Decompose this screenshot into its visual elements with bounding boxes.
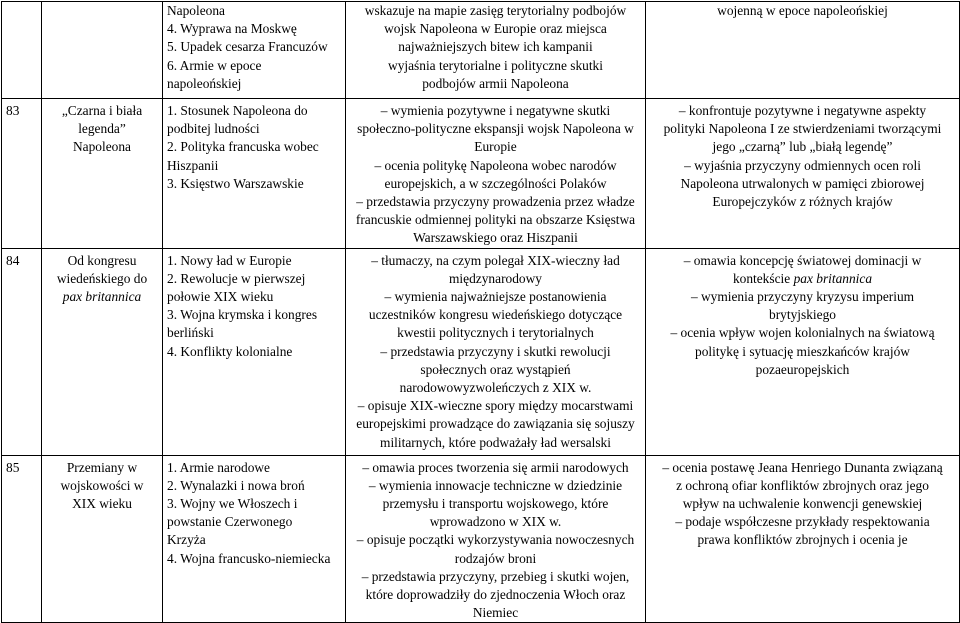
extended-requirements bbox=[646, 2, 960, 99]
basic-requirements bbox=[346, 248, 646, 455]
text-line: wyjaśnia terytorialne i polityczne skutki bbox=[388, 57, 603, 73]
text-line: Hiszpanii bbox=[167, 157, 219, 173]
text-line: Napoleona bbox=[167, 3, 226, 18]
text-line: przemysłu i transportu wojskowego, które bbox=[382, 496, 609, 512]
text-line: Europie bbox=[474, 139, 517, 155]
text-segment: brytyjskiego bbox=[769, 307, 836, 323]
text-line bbox=[650, 270, 955, 288]
topic-line: Od kongresu bbox=[67, 252, 137, 268]
text-line: Warszawskiego oraz Hiszpanii bbox=[413, 230, 578, 246]
text-line: – przedstawia przyczyny i skutki rewolucji bbox=[380, 343, 611, 359]
text-line: – przedstawia przyczyny, przebieg i skutki wojen, bbox=[361, 568, 630, 584]
text-segment: – omawia koncepcję światowej dominacji w bbox=[683, 252, 922, 268]
lesson-number: 83 bbox=[2, 99, 42, 249]
text-line: podbojów armii Napoleona bbox=[422, 75, 569, 91]
extended-requirements bbox=[646, 99, 960, 249]
text-line: 1. Armie narodowe bbox=[167, 459, 271, 475]
lesson-content bbox=[163, 2, 346, 99]
text-line: jego „czarną” lub „białą legendę” bbox=[712, 139, 893, 155]
topic-line: pax britannica bbox=[62, 289, 142, 305]
lesson-content bbox=[163, 455, 346, 623]
text-line bbox=[650, 343, 955, 361]
table-row bbox=[2, 455, 960, 623]
table-row bbox=[2, 99, 960, 249]
text-segment: pozaeuropejskich bbox=[755, 361, 850, 377]
lesson-number: 84 bbox=[2, 248, 42, 455]
text-line: 3. Wojny we Włoszech i bbox=[167, 496, 298, 512]
text-line: 4. Wojna francusko-niemiecka bbox=[167, 550, 331, 566]
lesson-content bbox=[163, 99, 346, 249]
text-line: z ochroną ofiar konfliktów zbrojnych oraz jego bbox=[676, 477, 929, 493]
extended-requirements bbox=[646, 455, 960, 623]
text-line: wojskowości w bbox=[60, 477, 144, 493]
text-line: międzynarodowy bbox=[449, 270, 542, 286]
text-line: wpływ na uchwalenie konwencji genewskiej bbox=[682, 496, 923, 512]
text-line: rodzajów broni bbox=[454, 550, 537, 566]
text-segment: – wymienia przyczyny kryzysu imperium bbox=[690, 289, 915, 305]
text-line bbox=[650, 361, 955, 379]
text-line: europejskich, a w szczególności Polaków bbox=[384, 175, 607, 191]
text-line: – wymienia pozytywne i negatywne skutki bbox=[380, 103, 611, 118]
text-segment: politykę i sytuację mieszkańców krajów bbox=[695, 343, 910, 359]
curriculum-table bbox=[1, 1, 960, 623]
text-line: polityki Napoleona I ze stwierdzeniami tworzącymi bbox=[663, 121, 942, 137]
lesson-topic bbox=[42, 455, 163, 623]
text-line: Krzyża bbox=[167, 532, 206, 548]
basic-requirements bbox=[346, 2, 646, 99]
text-line: – opisuje XIX-wieczne spory między mocarstwami bbox=[357, 398, 634, 414]
text-line: 2. Rewolucje w pierwszej bbox=[167, 270, 306, 286]
text-segment-italic: pax britannica bbox=[793, 270, 873, 286]
text-line: 1. Stosunek Napoleona do bbox=[167, 103, 308, 118]
text-line: Napoleona bbox=[72, 139, 131, 155]
text-line bbox=[650, 324, 955, 342]
text-line: 4. Konflikty kolonialne bbox=[167, 343, 293, 359]
text-line: prawa konfliktów zbrojnych i ocenia je bbox=[697, 532, 908, 548]
text-line: napoleońskiej bbox=[167, 75, 242, 91]
lesson-topic bbox=[42, 99, 163, 249]
text-line: społecznych oraz wystąpień bbox=[420, 361, 571, 377]
text-line: uczestników kongresu wiedeńskiego dotyczące bbox=[368, 307, 623, 323]
text-line: – wymienia innowacje techniczne w dziedzinie bbox=[368, 477, 623, 493]
text-line: połowie XIX wieku bbox=[167, 289, 274, 305]
text-segment: kontekście bbox=[732, 270, 794, 286]
lesson-content bbox=[163, 248, 346, 455]
text-line: wskazuje na mapie zasięg terytorialny podbojów bbox=[364, 3, 627, 18]
text-line: społeczno-polityczne ekspansji wojsk Napoleona w bbox=[357, 121, 634, 137]
text-line: – opisuje początki wykorzystywania nowoczesnych bbox=[356, 532, 635, 548]
table-row bbox=[2, 2, 960, 99]
text-line: wprowadzono w XIX w. bbox=[429, 514, 562, 530]
text-line: podbitej ludności bbox=[167, 121, 260, 137]
text-line: – ocenia politykę Napoleona wobec narodów bbox=[374, 157, 617, 173]
text-line: 4. Wyprawa na Moskwę bbox=[167, 21, 297, 37]
text-line bbox=[650, 306, 955, 324]
text-line: 2. Wynalazki i nowa broń bbox=[167, 477, 305, 493]
text-line: militarnych, które podważały ład wersalski bbox=[380, 434, 611, 450]
text-line: europejskimi prowadzące do zawiązania się sojuszy bbox=[356, 416, 635, 432]
text-line: 5. Upadek cesarza Francuzów bbox=[167, 39, 328, 55]
text-line: – przedstawia przyczyny prowadzenia przez władze bbox=[356, 194, 635, 210]
text-line: legenda” bbox=[78, 121, 126, 137]
basic-requirements bbox=[346, 99, 646, 249]
text-line: najważniejszych bitew ich kampanii bbox=[398, 39, 593, 55]
text-line: narodowowyzwoleńczych z XIX w. bbox=[399, 380, 592, 396]
text-line: 2. Polityka francuska wobec bbox=[167, 139, 319, 155]
topic-line: wiedeńskiego do bbox=[56, 270, 148, 286]
lesson-number: 85 bbox=[2, 455, 42, 623]
text-line: – wymienia najważniejsze postanowienia bbox=[384, 289, 607, 305]
text-line: – konfrontuje pozytywne i negatywne aspekty bbox=[678, 103, 927, 118]
text-line: Przemiany w bbox=[66, 459, 138, 475]
basic-requirements bbox=[346, 455, 646, 623]
extended-requirements bbox=[646, 248, 960, 455]
text-line: Niemiec bbox=[472, 605, 519, 621]
text-segment: – ocenia wpływ wojen kolonialnych na światową bbox=[670, 325, 935, 341]
text-line: 1. Nowy ład w Europie bbox=[167, 252, 292, 268]
text-line: wojenną w epoce napoleońskiej bbox=[717, 3, 888, 18]
lesson-number bbox=[2, 2, 42, 99]
text-line: – wyjaśnia przyczyny odmiennych ocen roli bbox=[684, 157, 921, 173]
text-line: berliński bbox=[167, 325, 214, 341]
text-line: powstanie Czerwonego bbox=[167, 514, 293, 530]
text-line bbox=[650, 288, 955, 306]
text-line: francuskie odmiennej polityki na obszarze Księstwa bbox=[355, 212, 636, 228]
text-line: 3. Księstwo Warszawskie bbox=[167, 175, 304, 191]
text-line: – podaje współczesne przykłady respektowania bbox=[675, 514, 930, 530]
text-line: 3. Wojna krymska i kongres bbox=[167, 307, 318, 323]
text-line: XIX wieku bbox=[72, 496, 132, 512]
text-line: „Czarna i biała bbox=[61, 103, 143, 118]
text-line: które doprowadziły do zjednoczenia Włoch oraz bbox=[365, 587, 626, 603]
lesson-topic bbox=[42, 248, 163, 455]
text-line: wojsk Napoleona w Europie oraz miejsca bbox=[384, 21, 607, 37]
lesson-topic bbox=[42, 2, 163, 99]
text-line: Europejczyków z różnych krajów bbox=[712, 194, 893, 210]
text-line: – ocenia postawę Jeana Henriego Dunanta związaną bbox=[662, 459, 943, 475]
table-row bbox=[2, 248, 960, 455]
text-line: 6. Armie w epoce bbox=[167, 57, 262, 73]
text-line: Napoleona utrwalonych w pamięci zbiorowej bbox=[680, 175, 925, 191]
text-line bbox=[650, 252, 955, 270]
text-line: kwestii politycznych i terytorialnych bbox=[397, 325, 594, 341]
text-line: – omawia proces tworzenia się armii narodowych bbox=[362, 459, 629, 475]
text-line: – tłumaczy, na czym polegał XIX-wieczny ład bbox=[371, 252, 620, 268]
